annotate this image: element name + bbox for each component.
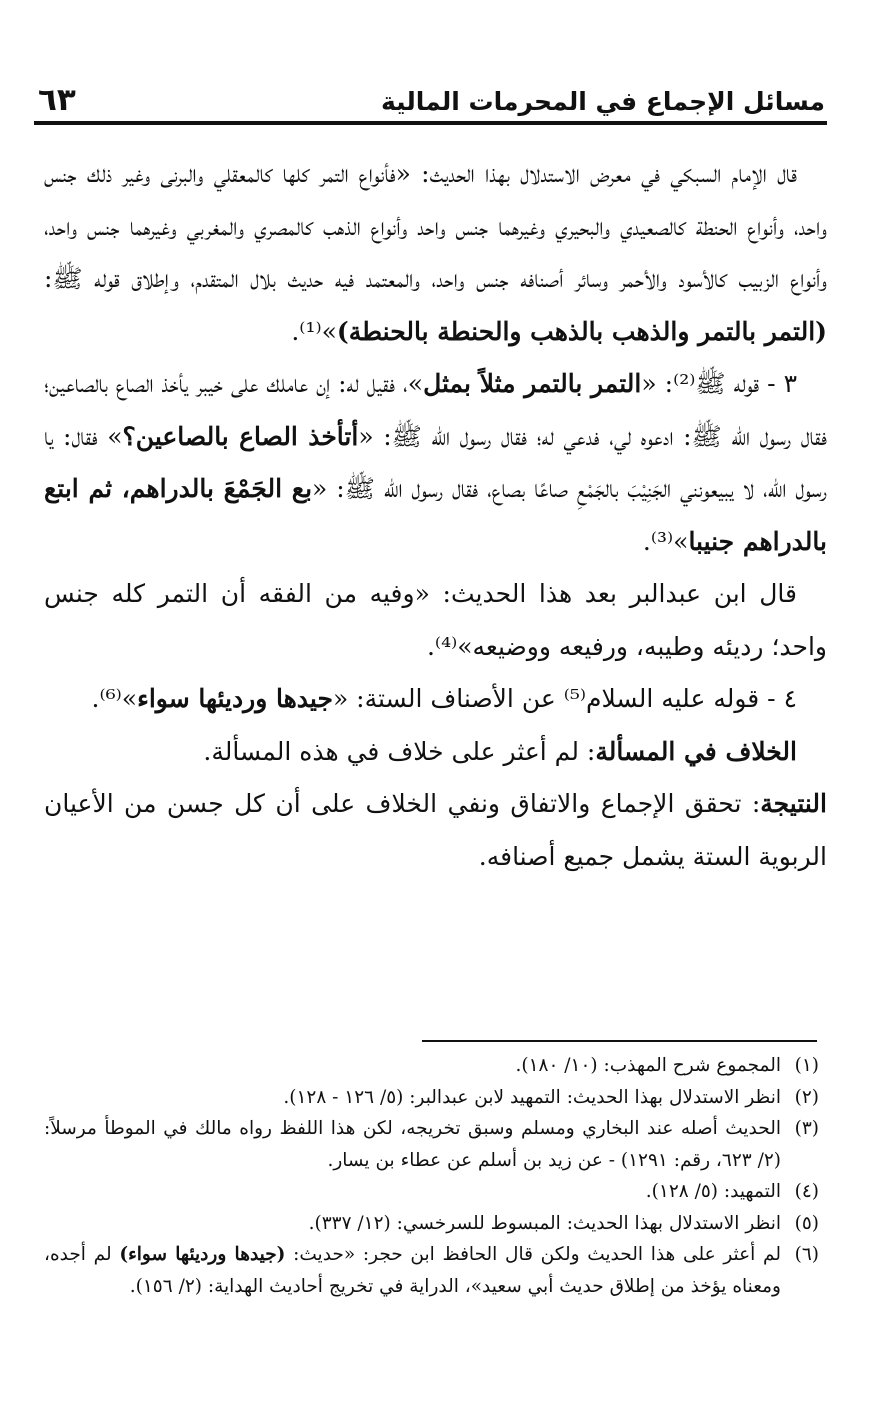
footnote-number: (٢) bbox=[794, 1086, 819, 1108]
hadith-quote: بع الجَمْعَ بالدراهم، ثم ابتع بالدراهم جنيبا bbox=[44, 474, 827, 556]
footnote-text: المجموع شرح المهذب: (١٠/ ١٨٠). bbox=[515, 1055, 781, 1076]
footnote-number: (٣) bbox=[794, 1118, 819, 1139]
paragraph-ibn-abdulbarr: قال ابن عبدالبر بعد هذا الحديث: «وفيه من الفقه أن التمر كله جنس واحد؛ رديئه وطيبه، ورفيعه ووضيعه»⁽⁴⁾. bbox=[44, 579, 827, 661]
footnote-number: (٤) bbox=[794, 1181, 819, 1202]
header-rule bbox=[34, 121, 827, 125]
hadith-quote: (جيدها ورديئها سواء) bbox=[119, 1244, 286, 1265]
footnote-number: (٥) bbox=[794, 1212, 819, 1234]
footnote bbox=[44, 1113, 819, 1176]
paragraph-evidence-3: ٣ - قوله ﷺ⁽²⁾: «التمر بالتمر مثلاً بمثل»، فقيل له: إن عاملك على خيبر يأخذ الصاع بالصاعين؛ فقال رسول الله ﷺ: ادعوه لي، فدعي له؛ فقال رسول الله ﷺ: «أتأخذ الصاع بالصاعين؟» فقال: يا رسول الله، لا يبيعونني الجَنِيْبَ بالجَمْعِ صاعًا بصاع، فقال رسول الله ﷺ: «بع الجَمْعَ بالدراهم، ثم ابتع بالدراهم جنيبا»⁽³⁾. bbox=[44, 369, 827, 556]
footnote bbox=[44, 1050, 819, 1082]
footnote-rule bbox=[422, 1040, 817, 1042]
hadith-quote: جيدها ورديئها سواء bbox=[137, 684, 333, 713]
footnotes bbox=[44, 1050, 819, 1302]
footnote-text: انظر الاستدلال بهذا الحديث: التمهيد لابن عبدالبر: (٥/ ١٢٦ - ١٢٨). bbox=[283, 1086, 781, 1108]
hadith-quote: التمر بالتمر مثلاً بمثل bbox=[423, 369, 642, 398]
footnote-text: التمهيد: (٥/ ١٢٨). bbox=[645, 1181, 781, 1202]
running-title: مسائل الإجماع في المحرمات المالية bbox=[380, 87, 825, 116]
hadith-quote: أتأخذ الصاع بالصاعين؟ bbox=[122, 421, 359, 451]
footnote-number: (١) bbox=[794, 1055, 819, 1076]
footnote bbox=[44, 1176, 819, 1208]
page-number: ٦٣ bbox=[38, 82, 76, 118]
section-label: الخلاف في المسألة bbox=[595, 736, 797, 766]
section-label: النتيجة bbox=[760, 789, 827, 818]
footnote-text: انظر الاستدلال بهذا الحديث: المبسوط للسرخسي: (١٢/ ٣٣٧). bbox=[308, 1212, 781, 1234]
footnote bbox=[44, 1239, 819, 1302]
paragraph-subki-quote: قال الإمام السبكي في معرض الاستدلال بهذا الحديث: «فأنواع التمر كلها كالمعقلي والبرنى وغير ذلك جنس واحد، وأنواع الحنطة كالصعيدي والبحيري وغيرهما جنس واحد وأنواع الذهب كالمصري والمغربي وغيرهما جنس واحد، وأنواع الزبيب كالأسود والأحمر وسائر أصنافه جنس واحد، والمعتمد فيه حديث بلال المتقدم، وإطلاق قوله ﷺ: (التمر بالتمر والذهب بالذهب والحنطة بالحنطة)»⁽¹⁾. bbox=[44, 159, 827, 346]
hadith-quote: (التمر بالتمر والذهب بالذهب والحنطة بالحنطة) bbox=[336, 316, 827, 346]
main-text bbox=[44, 148, 827, 883]
paragraph-evidence-4: ٤ - قوله عليه السلام⁽⁵⁾ عن الأصناف الستة: «جيدها ورديئها سواء»⁽⁶⁾. bbox=[91, 684, 797, 713]
footnote-text: لم أعثر على هذا الحديث ولكن قال الحافظ ابن حجر: «حديث: (جيدها ورديئها سواء) لم أجده، ومعناه يؤخذ من إطلاق حديث أبي سعيد»، الدراية في تخريج أحاديث الهداية: (٢/ ١٥٦). bbox=[44, 1244, 781, 1297]
footnote-text: الحديث أصله عند البخاري ومسلم وسبق تخريجه، لكن هذا اللفظ رواه مالك في الموطأ مرسلاً: (٢/ ٦٢٣، رقم: ١٢٩١) - عن زيد بن أسلم عن عطاء بن يسار. bbox=[44, 1118, 781, 1171]
paragraph-disagreement: الخلاف في المسألة: لم أعثر على خلاف في هذه المسألة. bbox=[203, 736, 797, 766]
footnote bbox=[44, 1208, 819, 1240]
page-header bbox=[38, 70, 825, 120]
paragraph-result: النتيجة: تحقق الإجماع والاتفاق ونفي الخلاف على أن كل جسن من الأعيان الربوية الستة يشمل جميع أصنافه. bbox=[44, 789, 827, 871]
footnote bbox=[44, 1082, 819, 1114]
footnote-number: (٦) bbox=[794, 1244, 819, 1265]
